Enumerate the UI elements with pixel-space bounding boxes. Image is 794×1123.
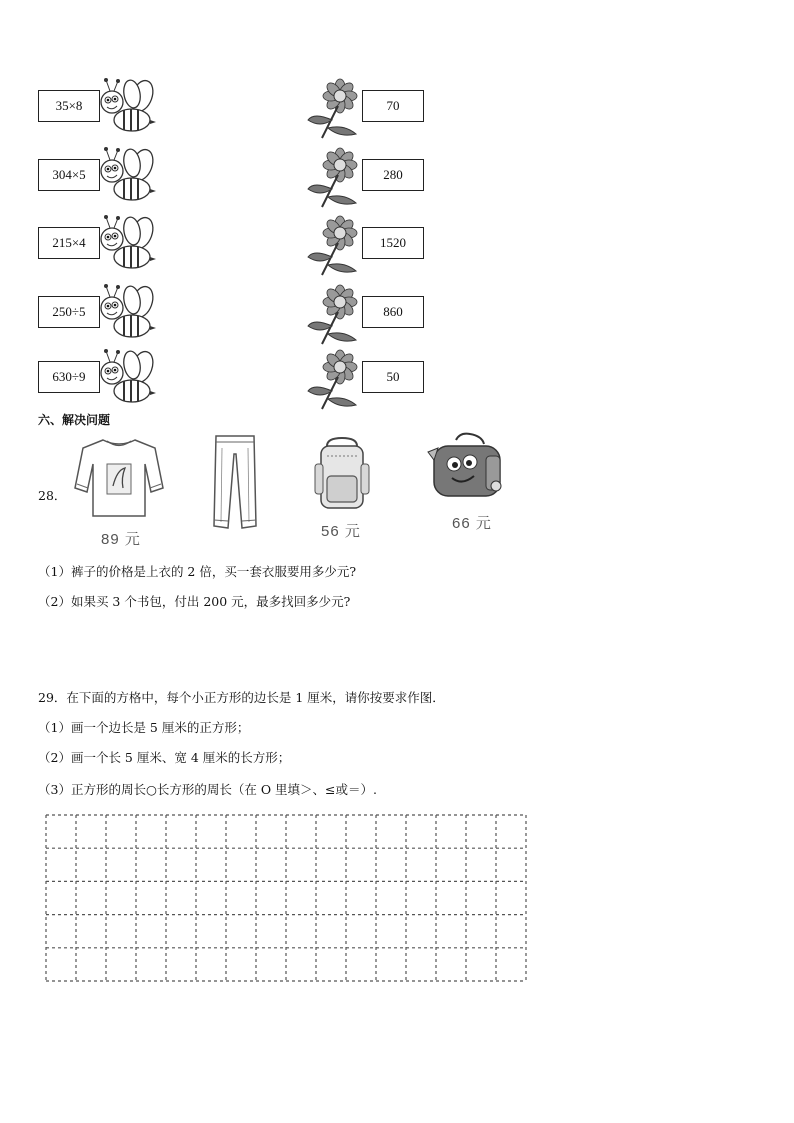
- shirt-item: [73, 436, 165, 546]
- pants-item: [210, 434, 260, 530]
- q29-part-1: （1）画一个边长是 5 厘米的正方形；: [38, 720, 250, 735]
- q29-part-3: （3）正方形的周长○长方形的周长（在 O 里填＞、≤或＝）.: [38, 782, 378, 797]
- answer-box: 860: [362, 296, 424, 328]
- answer-box: 280: [362, 159, 424, 191]
- dotted-grid[interactable]: [44, 813, 528, 985]
- expression-box: 250÷5: [38, 296, 100, 328]
- shirt-image: [73, 436, 165, 518]
- flower-icon: [304, 147, 360, 209]
- answer-box: 1520: [362, 227, 424, 259]
- q28-part-2: （2）如果买 3 个书包，付出 200 元，最多找回多少元?: [38, 594, 351, 609]
- flower-icon: [304, 78, 360, 140]
- flower-icon: [304, 349, 360, 411]
- q29-part-2: （2）画一个长 5 厘米、宽 4 厘米的长方形；: [38, 750, 291, 765]
- q28-part-1: （1）裤子的价格是上衣的 2 倍，买一套衣服要用多少元?: [38, 564, 357, 579]
- bee-icon: [98, 76, 156, 138]
- answer-box: 50: [362, 361, 424, 393]
- section-title: 六、解决问题: [38, 413, 111, 427]
- schoolbag-price: 56 元: [321, 523, 361, 540]
- bee-icon: [98, 213, 156, 275]
- pants-image: [210, 434, 260, 530]
- bee-icon: [98, 347, 156, 409]
- bee-icon: [98, 282, 156, 344]
- q28-number: 28．: [38, 488, 67, 503]
- expression-box: 35×8: [38, 90, 100, 122]
- schoolbag-image: [313, 436, 371, 510]
- schoolbag-item: [313, 436, 371, 540]
- expression-box: 630÷9: [38, 361, 100, 393]
- flower-icon: [304, 284, 360, 346]
- backpack-item: [426, 432, 514, 536]
- shirt-price: 89 元: [101, 531, 141, 548]
- bee-icon: [98, 145, 156, 207]
- backpack-image: [426, 432, 514, 500]
- answer-box: 70: [362, 90, 424, 122]
- flower-icon: [304, 215, 360, 277]
- expression-box: 304×5: [38, 159, 100, 191]
- q29-intro: 29．在下面的方格中，每个小正方形的边长是 1 厘米，请你按要求作图．: [38, 690, 445, 705]
- expression-box: 215×4: [38, 227, 100, 259]
- backpack-price: 66 元: [452, 515, 492, 532]
